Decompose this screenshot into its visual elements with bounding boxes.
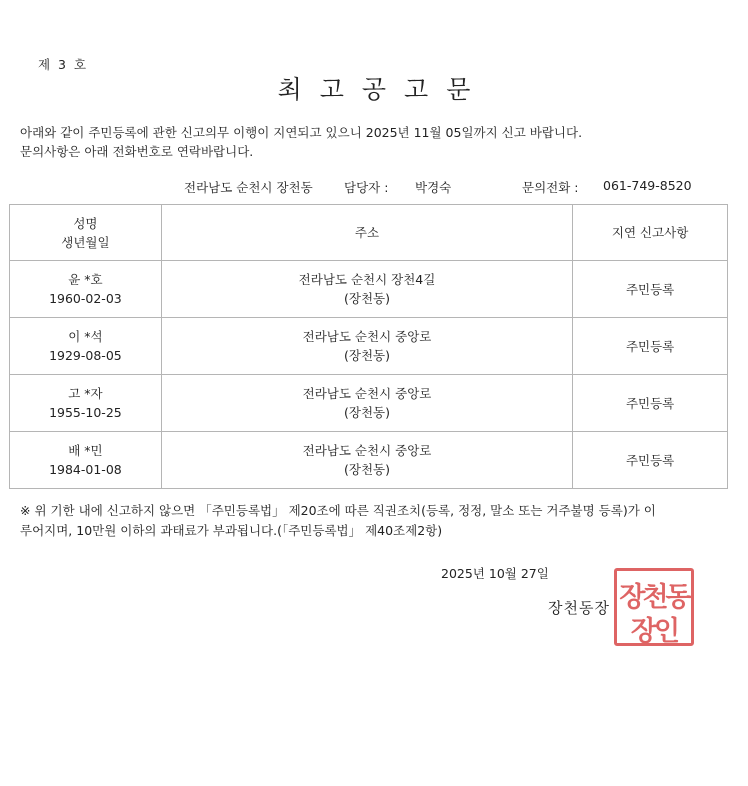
footnote bbox=[20, 501, 732, 541]
header-address: 주소 bbox=[161, 205, 572, 261]
table-row bbox=[10, 261, 728, 318]
header-name-birth bbox=[10, 205, 162, 261]
footnote-line-1: ※ 위 기한 내에 신고하지 않으면 「주민등록법」 제20조에 따른 직권조치(등록, 정정, 말소 또는 거주불명 등록)가 이 bbox=[20, 503, 656, 518]
cell-name-birth bbox=[10, 261, 162, 318]
cell-name-birth bbox=[10, 375, 162, 432]
cell-item: 주민등록 bbox=[573, 432, 728, 489]
table-header-row bbox=[10, 205, 728, 261]
cell-name-birth bbox=[10, 318, 162, 375]
person-birth: 1955-10-25 bbox=[49, 405, 122, 420]
address-line: 전라남도 순천시 중앙로 bbox=[302, 386, 432, 401]
address-line: 전라남도 순천시 장천4길 bbox=[298, 272, 436, 287]
seal-line-1: 장천동 bbox=[619, 582, 689, 613]
person-name: 이 *석 bbox=[68, 329, 103, 344]
cell-item: 주민등록 bbox=[573, 318, 728, 375]
address-dong: (장천동) bbox=[344, 405, 390, 420]
cell-address bbox=[161, 318, 572, 375]
delinquent-table bbox=[9, 204, 728, 489]
person-birth: 1984-01-08 bbox=[49, 462, 122, 477]
office-name: 전라남도 순천시 장천동 bbox=[184, 180, 313, 195]
intro-line-1: 아래와 같이 주민등록에 관한 신고의무 이행이 지연되고 있으니 2025년 11월 05일까지 신고 바랍니다. bbox=[20, 125, 583, 140]
page-title: 최고공고문 bbox=[277, 75, 489, 104]
phone-number: 061-749-8520 bbox=[603, 178, 692, 193]
intro-line-2: 문의사항은 아래 전화번호로 연락바랍니다. bbox=[20, 144, 254, 159]
manager-name: 박경숙 bbox=[415, 180, 452, 195]
official-seal bbox=[614, 568, 694, 646]
person-birth: 1960-02-03 bbox=[49, 291, 122, 306]
cell-name-birth bbox=[10, 432, 162, 489]
address-line: 전라남도 순천시 중앙로 bbox=[302, 443, 432, 458]
person-name: 고 *자 bbox=[68, 386, 103, 401]
seal-line-2: 장인 bbox=[630, 616, 678, 647]
phone-label: 문의전화 : bbox=[522, 180, 579, 195]
signer-title: 장천동장 bbox=[548, 599, 610, 617]
address-dong: (장천동) bbox=[344, 291, 390, 306]
address-dong: (장천동) bbox=[344, 348, 390, 363]
notice-number: 제 3 호 bbox=[38, 57, 89, 72]
table-row bbox=[10, 375, 728, 432]
cell-item: 주민등록 bbox=[573, 261, 728, 318]
person-name: 윤 *호 bbox=[68, 272, 103, 287]
header-item: 지연 신고사항 bbox=[573, 205, 728, 261]
header-birth: 생년월일 bbox=[61, 234, 110, 250]
person-birth: 1929-08-05 bbox=[49, 348, 122, 363]
issue-date: 2025년 10월 27일 bbox=[441, 566, 549, 581]
address-line: 전라남도 순천시 중앙로 bbox=[302, 329, 432, 344]
table-row bbox=[10, 318, 728, 375]
cell-address bbox=[161, 375, 572, 432]
cell-address bbox=[161, 261, 572, 318]
table-row bbox=[10, 432, 728, 489]
manager-label: 담당자 : bbox=[344, 180, 389, 195]
address-dong: (장천동) bbox=[344, 462, 390, 477]
contact-line bbox=[0, 178, 748, 194]
cell-item: 주민등록 bbox=[573, 375, 728, 432]
cell-address bbox=[161, 432, 572, 489]
intro-text bbox=[20, 123, 740, 161]
header-name: 성명 bbox=[73, 215, 98, 231]
footnote-line-2: 루어지며, 10만원 이하의 과태료가 부과됩니다.(「주민등록법」 제40조제2항) bbox=[20, 523, 443, 538]
person-name: 배 *민 bbox=[68, 443, 103, 458]
